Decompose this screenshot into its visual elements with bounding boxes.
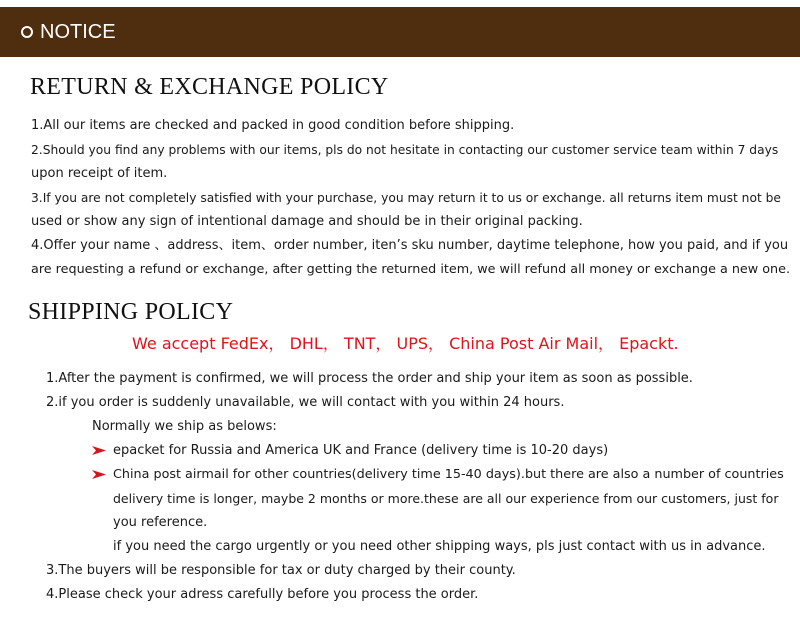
shipping-bullet-epacket: epacket for Russia and America UK and France (delivery time is 10-20 days) [113,443,609,458]
shipping-bullet-china-post-line-3: you reference. [113,515,208,530]
red-arrow-icon [92,446,106,455]
return-line-1: 1.All our items are checked and packed in good condition before shipping. [31,118,515,133]
shipping-item-1: 1.After the payment is confirmed, we will process the order and ship your item as soon as possible. [46,371,693,386]
return-policy-title: RETURN & EXCHANGE POLICY [30,74,389,100]
return-line-5: used or show any sign of intentional damage and should be in their original packing. [31,214,583,229]
shipping-bullet-china-post-line-4: if you need the cargo urgently or you need other shipping ways, pls just contact with us in advance. [113,539,766,554]
return-line-4: 3.If you are not completely satisfied with your purchase, you may return it to us or exchange. all returns item must not be [31,191,781,205]
shipping-item-2: 2.if you order is suddenly unavailable, we will contact with you within 24 hours. [46,395,565,410]
red-arrow-icon [92,470,106,479]
accepted-carriers: We accept FedEx， DHL， TNT， UPS， China Post Air Mail， Epackt. [132,334,679,353]
return-line-2: 2.Should you find any problems with our items, pls do not hesitate in contacting our customer service team within 7 days [31,143,779,157]
shipping-item-4: 4.Please check your adress carefully before you process the order. [46,587,479,602]
shipping-normally: Normally we ship as belows: [92,419,277,434]
shipping-bullet-china-post-line-1: China post airmail for other countries(delivery time 15-40 days).but there are also a number of countries [113,467,784,482]
return-line-3: upon receipt of item. [31,166,168,181]
notice-title: NOTICE [40,21,116,43]
circle-icon [21,26,33,38]
shipping-policy-title: SHIPPING POLICY [28,299,234,325]
return-line-7: are requesting a refund or exchange, after getting the returned item, we will refund all money or exchange a new one. [31,262,791,277]
return-line-6: 4.Offer your name 、address、item、order number, iten’s sku number, daytime telephone, how you paid, and if you [31,238,789,253]
shipping-item-3: 3.The buyers will be responsible for tax or duty charged by their county. [46,563,516,578]
notice-header [0,7,800,57]
shipping-bullet-china-post-line-2: delivery time is longer, maybe 2 months or more.these are all our experience from our customers, just for [113,491,779,506]
